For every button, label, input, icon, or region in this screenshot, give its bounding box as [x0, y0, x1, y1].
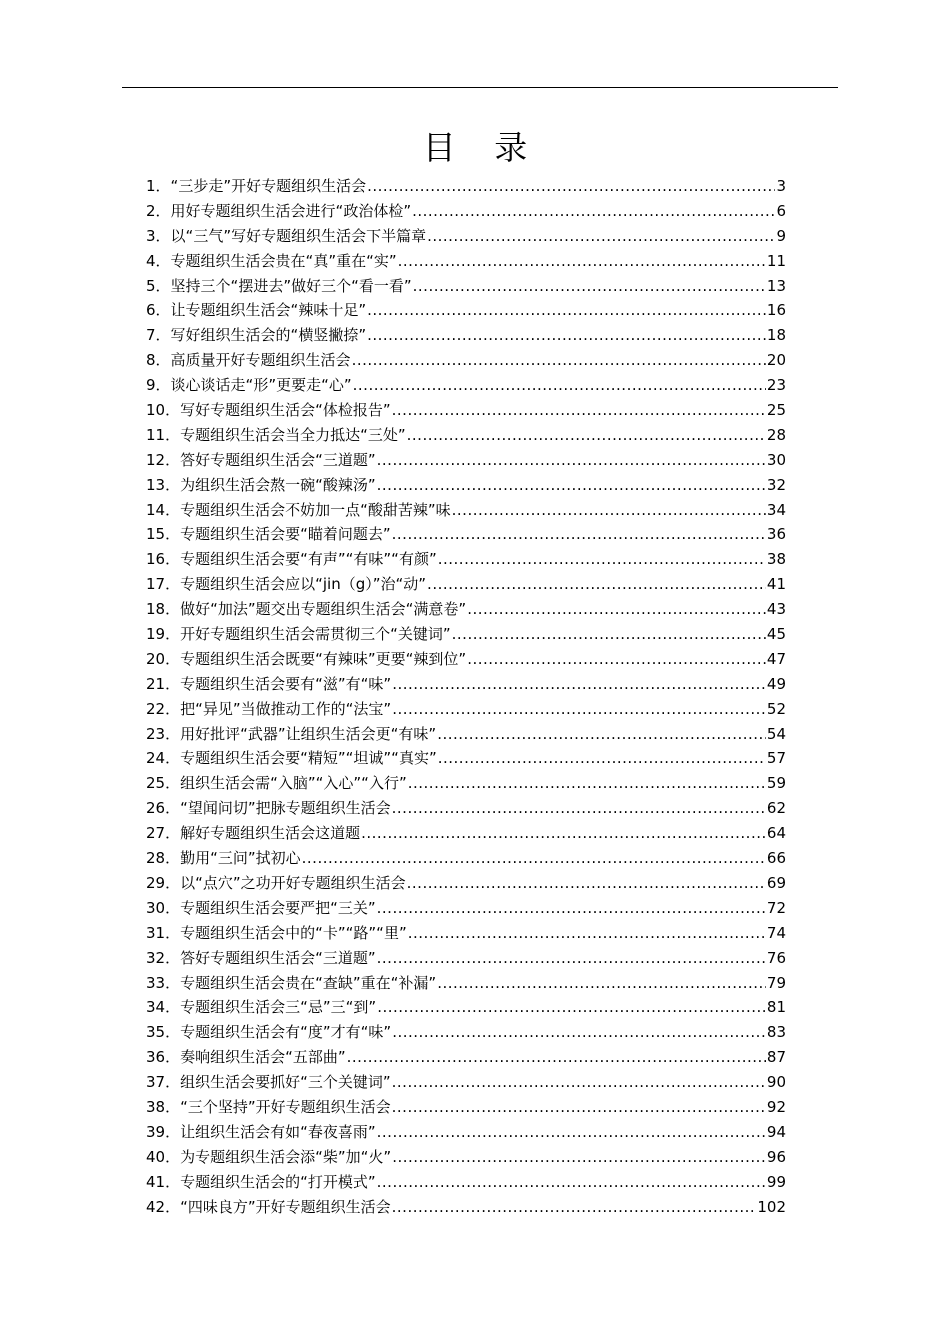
toc-entry-page: 6: [776, 201, 786, 220]
toc-entry-title: 专题组织生活会贵在“查缺”重在“补漏”: [180, 973, 437, 992]
toc-entry[interactable]: [146, 522, 786, 547]
toc-entry-page: 94: [766, 1122, 786, 1141]
toc-entry-title: 专题组织生活会既要“有辣味”更要“辣到位”: [180, 649, 467, 668]
toc-entry-title: 解好专题组织生活会这道题: [180, 824, 361, 843]
toc-entry-number: 20．: [146, 649, 181, 668]
toc-entry-title: “三步走”开好专题组织生活会: [170, 177, 367, 195]
toc-entry-page: 69: [766, 873, 786, 892]
toc-entry[interactable]: [146, 274, 786, 299]
toc-entry-number: 33．: [146, 973, 181, 992]
toc-dot-leader: [367, 323, 766, 348]
toc-entry[interactable]: [146, 1045, 786, 1070]
toc-entry-page: 96: [766, 1147, 786, 1166]
toc-entry-page: 25: [766, 401, 786, 420]
toc-entry-page: 38: [766, 550, 786, 569]
toc-entry-page: 64: [766, 824, 786, 843]
toc-entry-number: 7．: [146, 326, 171, 345]
toc-entry[interactable]: [146, 1070, 786, 1095]
toc-entry-title: 用好批评“武器”让组织生活会更“有味”: [180, 724, 437, 743]
toc-entry-page: 76: [766, 948, 786, 967]
toc-dot-leader: [452, 498, 766, 523]
toc-entry-number: 25．: [146, 774, 181, 793]
toc-entry[interactable]: [146, 746, 786, 771]
toc-entry-page: 13: [766, 276, 786, 295]
toc-entry[interactable]: [146, 971, 786, 996]
toc-entry[interactable]: [146, 622, 786, 647]
toc-entry[interactable]: [146, 199, 786, 224]
toc-dot-leader: [377, 473, 766, 498]
toc-dot-leader: [398, 249, 766, 274]
toc-dot-leader: [392, 1145, 766, 1170]
toc-entry[interactable]: [146, 597, 786, 622]
header-rule: [122, 87, 838, 88]
toc-entry-number: 34．: [146, 998, 181, 1017]
toc-entry-page: 59: [766, 774, 786, 793]
toc-dot-leader: [427, 224, 775, 249]
toc-entry-title: 专题组织生活会应以“jin（g）”治“动”: [180, 575, 427, 594]
toc-entry-number: 12．: [146, 450, 181, 469]
toc-dot-leader: [407, 423, 766, 448]
toc-entry-page: 83: [766, 1023, 786, 1042]
toc-entry-number: 40．: [146, 1147, 181, 1166]
toc-entry-number: 32．: [146, 948, 181, 967]
toc-entry-page: 52: [766, 699, 786, 718]
toc-entry-page: 18: [766, 326, 786, 345]
toc-dot-leader: [352, 348, 766, 373]
toc-dot-leader: [392, 1095, 766, 1120]
toc-dot-leader: [347, 1045, 766, 1070]
toc-entry-title: 为组织生活会熬一碗“酸辣汤”: [180, 475, 376, 494]
toc-entry-number: 16．: [146, 550, 181, 569]
toc-dot-leader: [367, 298, 766, 323]
toc-entry-page: 20: [766, 351, 786, 370]
toc-entry-title: 为专题组织生活会添“柴”加“火”: [180, 1147, 392, 1166]
toc-entry-title: 写好组织生活会的“横竖撇捺”: [170, 326, 367, 345]
toc-entry-title: 专题组织生活会中的“卡”“路”“里”: [180, 923, 407, 942]
toc-dot-leader: [361, 821, 766, 846]
toc-entry-page: 81: [766, 998, 786, 1017]
toc-entry-number: 31．: [146, 923, 181, 942]
toc-entry-title: 答好专题组织生活会“三道题”: [180, 948, 376, 967]
toc-entry[interactable]: [146, 448, 786, 473]
toc-entry-title: “三个坚持”开好专题组织生活会: [180, 1097, 391, 1116]
toc-dot-leader: [367, 174, 775, 199]
toc-entry[interactable]: [146, 921, 786, 946]
toc-entry-number: 21．: [146, 674, 181, 693]
toc-entry-number: 14．: [146, 500, 181, 519]
toc-entry[interactable]: [146, 572, 786, 597]
toc-entry-title: “望闻问切”把脉专题组织生活会: [180, 799, 391, 818]
toc-entry-number: 8．: [146, 351, 171, 370]
toc-entry-number: 11．: [146, 425, 181, 444]
toc-entry-page: 36: [766, 525, 786, 544]
toc-dot-leader: [438, 746, 766, 771]
toc-entry-number: 10．: [146, 401, 181, 420]
toc-entry-number: 30．: [146, 898, 181, 917]
toc-entry-number: 13．: [146, 475, 181, 494]
toc-entry-page: 3: [776, 177, 786, 195]
toc-entry-page: 66: [766, 849, 786, 868]
toc-entry-title: 组织生活会要抓好“三个关键词”: [180, 1073, 391, 1092]
toc-entry-number: 36．: [146, 1048, 181, 1067]
toc-entry-title: 专题组织生活会要严把“三关”: [180, 898, 376, 917]
toc-dot-leader: [392, 697, 766, 722]
toc-entry-number: 39．: [146, 1122, 181, 1141]
toc-dot-leader: [427, 572, 766, 597]
toc-entry-title: 让组织生活会有如“春夜喜雨”: [180, 1122, 376, 1141]
toc-dot-leader: [353, 373, 766, 398]
toc-entry-number: 26．: [146, 799, 181, 818]
toc-entry-number: 5．: [146, 276, 171, 295]
toc-dot-leader: [413, 274, 766, 299]
toc-entry[interactable]: [146, 821, 786, 846]
toc-entry-page: 62: [766, 799, 786, 818]
toc-entry-title: 专题组织生活会不妨加一点“酸甜苦辣”味: [180, 500, 451, 519]
toc-entry[interactable]: [146, 174, 786, 199]
toc-entry-title: 专题组织生活会要“瞄着问题去”: [180, 525, 391, 544]
toc-dot-leader: [302, 846, 766, 871]
toc-entry-number: 35．: [146, 1023, 181, 1042]
toc-entry-title: 专题组织生活会要有“滋”有“味”: [180, 674, 392, 693]
toc-entry-page: 28: [766, 425, 786, 444]
toc-dot-leader: [408, 771, 766, 796]
toc-entry-number: 6．: [146, 301, 171, 320]
toc-dot-leader: [392, 1195, 757, 1220]
toc-entry-page: 45: [766, 625, 786, 644]
toc-dot-leader: [392, 1070, 766, 1095]
toc-entry[interactable]: [146, 1095, 786, 1120]
toc-entry-number: 42．: [146, 1197, 181, 1216]
toc-entry-page: 16: [766, 301, 786, 320]
toc-entry-title: 高质量开好专题组织生活会: [170, 351, 351, 370]
toc-entry-title: 组织生活会需“入脑”“入心”“入行”: [180, 774, 407, 793]
toc-entry-number: 29．: [146, 873, 181, 892]
toc-entry-title: “四味良方”开好专题组织生活会: [180, 1197, 391, 1216]
toc-entry-title: 让专题组织生活会“辣味十足”: [170, 301, 367, 320]
toc-entry-number: 2．: [146, 201, 171, 220]
toc-entry[interactable]: [146, 796, 786, 821]
toc-entry[interactable]: [146, 846, 786, 871]
toc-entry-page: 79: [766, 973, 786, 992]
toc-entry-page: 92: [766, 1097, 786, 1116]
toc-entry[interactable]: [146, 298, 786, 323]
toc-entry-number: 22．: [146, 699, 181, 718]
toc-entry[interactable]: [146, 473, 786, 498]
toc-entry-title: 坚持三个“摆进去”做好三个“看一看”: [170, 276, 412, 295]
toc-entry-number: 3．: [146, 226, 171, 245]
toc-entry-title: 开好专题组织生活会需贯彻三个“关键词”: [180, 625, 451, 644]
toc-entry-number: 38．: [146, 1097, 181, 1116]
toc-entry-title: 用好专题组织生活会进行“政治体检”: [170, 201, 412, 220]
toc-entry-number: 17．: [146, 575, 181, 594]
toc-entry[interactable]: [146, 398, 786, 423]
toc-entry-page: 32: [766, 475, 786, 494]
toc-dot-leader: [392, 398, 766, 423]
toc-entry-title: 专题组织生活会要“精短”“坦诚”“真实”: [180, 749, 437, 768]
toc-entry-number: 28．: [146, 849, 181, 868]
toc-entry-page: 43: [766, 600, 786, 619]
toc-entry-title: 做好“加法”题交出专题组织生活会“满意卷”: [180, 600, 467, 619]
toc-entry-number: 23．: [146, 724, 181, 743]
toc-entry-page: 49: [766, 674, 786, 693]
toc-entry-page: 30: [766, 450, 786, 469]
toc-dot-leader: [377, 1120, 766, 1145]
toc-dot-leader: [452, 622, 766, 647]
toc-entry[interactable]: [146, 647, 786, 672]
toc-dot-leader: [377, 896, 766, 921]
toc-entry-number: 37．: [146, 1073, 181, 1092]
toc-entry-number: 41．: [146, 1172, 181, 1191]
toc-entry[interactable]: [146, 423, 786, 448]
toc-list: [146, 174, 786, 1219]
toc-dot-leader: [437, 722, 766, 747]
toc-entry[interactable]: [146, 1020, 786, 1045]
toc-entry-page: 11: [766, 251, 786, 270]
toc-entry-title: 把“异见”当做推动工作的“法宝”: [180, 699, 392, 718]
toc-entry-title: 专题组织生活会贵在“真”重在“实”: [170, 251, 397, 270]
toc-dot-leader: [392, 1020, 766, 1045]
toc-entry[interactable]: [146, 1120, 786, 1145]
toc-dot-leader: [377, 1170, 766, 1195]
toc-entry[interactable]: [146, 547, 786, 572]
toc-dot-leader: [377, 995, 766, 1020]
toc-entry[interactable]: [146, 896, 786, 921]
toc-entry-page: 23: [766, 376, 786, 395]
toc-entry[interactable]: [146, 373, 786, 398]
toc-entry-page: 74: [766, 923, 786, 942]
toc-entry-title: 写好专题组织生活会“体检报告”: [180, 401, 391, 420]
toc-entry-page: 90: [766, 1073, 786, 1092]
toc-entry-title: 勤用“三问”拭初心: [180, 849, 301, 868]
toc-entry-page: 34: [766, 500, 786, 519]
toc-dot-leader: [377, 448, 766, 473]
toc-dot-leader: [392, 672, 766, 697]
toc-entry-title: 以“三气”写好专题组织生活会下半篇章: [170, 226, 427, 245]
toc-entry-title: 专题组织生活会有“度”才有“味”: [180, 1023, 392, 1042]
toc-entry[interactable]: [146, 224, 786, 249]
toc-entry[interactable]: [146, 1170, 786, 1195]
toc-entry[interactable]: [146, 672, 786, 697]
toc-entry-page: 47: [766, 649, 786, 668]
toc-entry-number: 18．: [146, 600, 181, 619]
toc-dot-leader: [392, 522, 766, 547]
toc-entry-title: 专题组织生活会当全力抵达“三处”: [180, 425, 406, 444]
toc-dot-leader: [467, 597, 766, 622]
toc-entry[interactable]: [146, 995, 786, 1020]
toc-entry-page: 72: [766, 898, 786, 917]
toc-entry[interactable]: [146, 697, 786, 722]
toc-entry[interactable]: [146, 249, 786, 274]
toc-entry-number: 27．: [146, 824, 181, 843]
toc-dot-leader: [412, 199, 775, 224]
toc-dot-leader: [377, 946, 766, 971]
toc-entry-page: 9: [776, 226, 786, 245]
toc-entry[interactable]: [146, 498, 786, 523]
toc-entry[interactable]: [146, 722, 786, 747]
toc-entry-number: 4．: [146, 251, 171, 270]
toc-entry-number: 1．: [146, 177, 171, 195]
toc-entry-page: 87: [766, 1048, 786, 1067]
toc-title: 目 录: [422, 128, 542, 167]
toc-entry[interactable]: [146, 323, 786, 348]
toc-entry[interactable]: [146, 1195, 786, 1220]
toc-entry-title: 专题组织生活会三“忌”三“到”: [180, 998, 377, 1017]
toc-entry-title: 谈心谈话走“形”更要走“心”: [170, 376, 352, 395]
toc-entry-page: 102: [757, 1197, 786, 1216]
toc-dot-leader: [407, 871, 766, 896]
toc-entry[interactable]: [146, 871, 786, 896]
toc-entry-page: 54: [766, 724, 786, 743]
toc-dot-leader: [467, 647, 766, 672]
toc-entry-number: 15．: [146, 525, 181, 544]
toc-entry[interactable]: [146, 1145, 786, 1170]
toc-entry-title: 以“点穴”之功开好专题组织生活会: [180, 873, 406, 892]
toc-dot-leader: [392, 796, 766, 821]
toc-entry-title: 答好专题组织生活会“三道题”: [180, 450, 376, 469]
toc-entry[interactable]: [146, 771, 786, 796]
toc-entry-page: 41: [766, 575, 786, 594]
toc-entry-number: 9．: [146, 376, 171, 395]
toc-entry-page: 99: [766, 1172, 786, 1191]
toc-entry-title: 奏响组织生活会“五部曲”: [180, 1048, 346, 1067]
toc-dot-leader: [437, 971, 766, 996]
toc-dot-leader: [408, 921, 766, 946]
toc-entry-number: 19．: [146, 625, 181, 644]
toc-entry-number: 24．: [146, 749, 181, 768]
toc-entry-title: 专题组织生活会要“有声”“有味”“有颜”: [180, 550, 437, 569]
toc-entry[interactable]: [146, 348, 786, 373]
toc-entry-title: 专题组织生活会的“打开模式”: [180, 1172, 376, 1191]
toc-dot-leader: [438, 547, 766, 572]
toc-entry[interactable]: [146, 946, 786, 971]
toc-entry-page: 57: [766, 749, 786, 768]
